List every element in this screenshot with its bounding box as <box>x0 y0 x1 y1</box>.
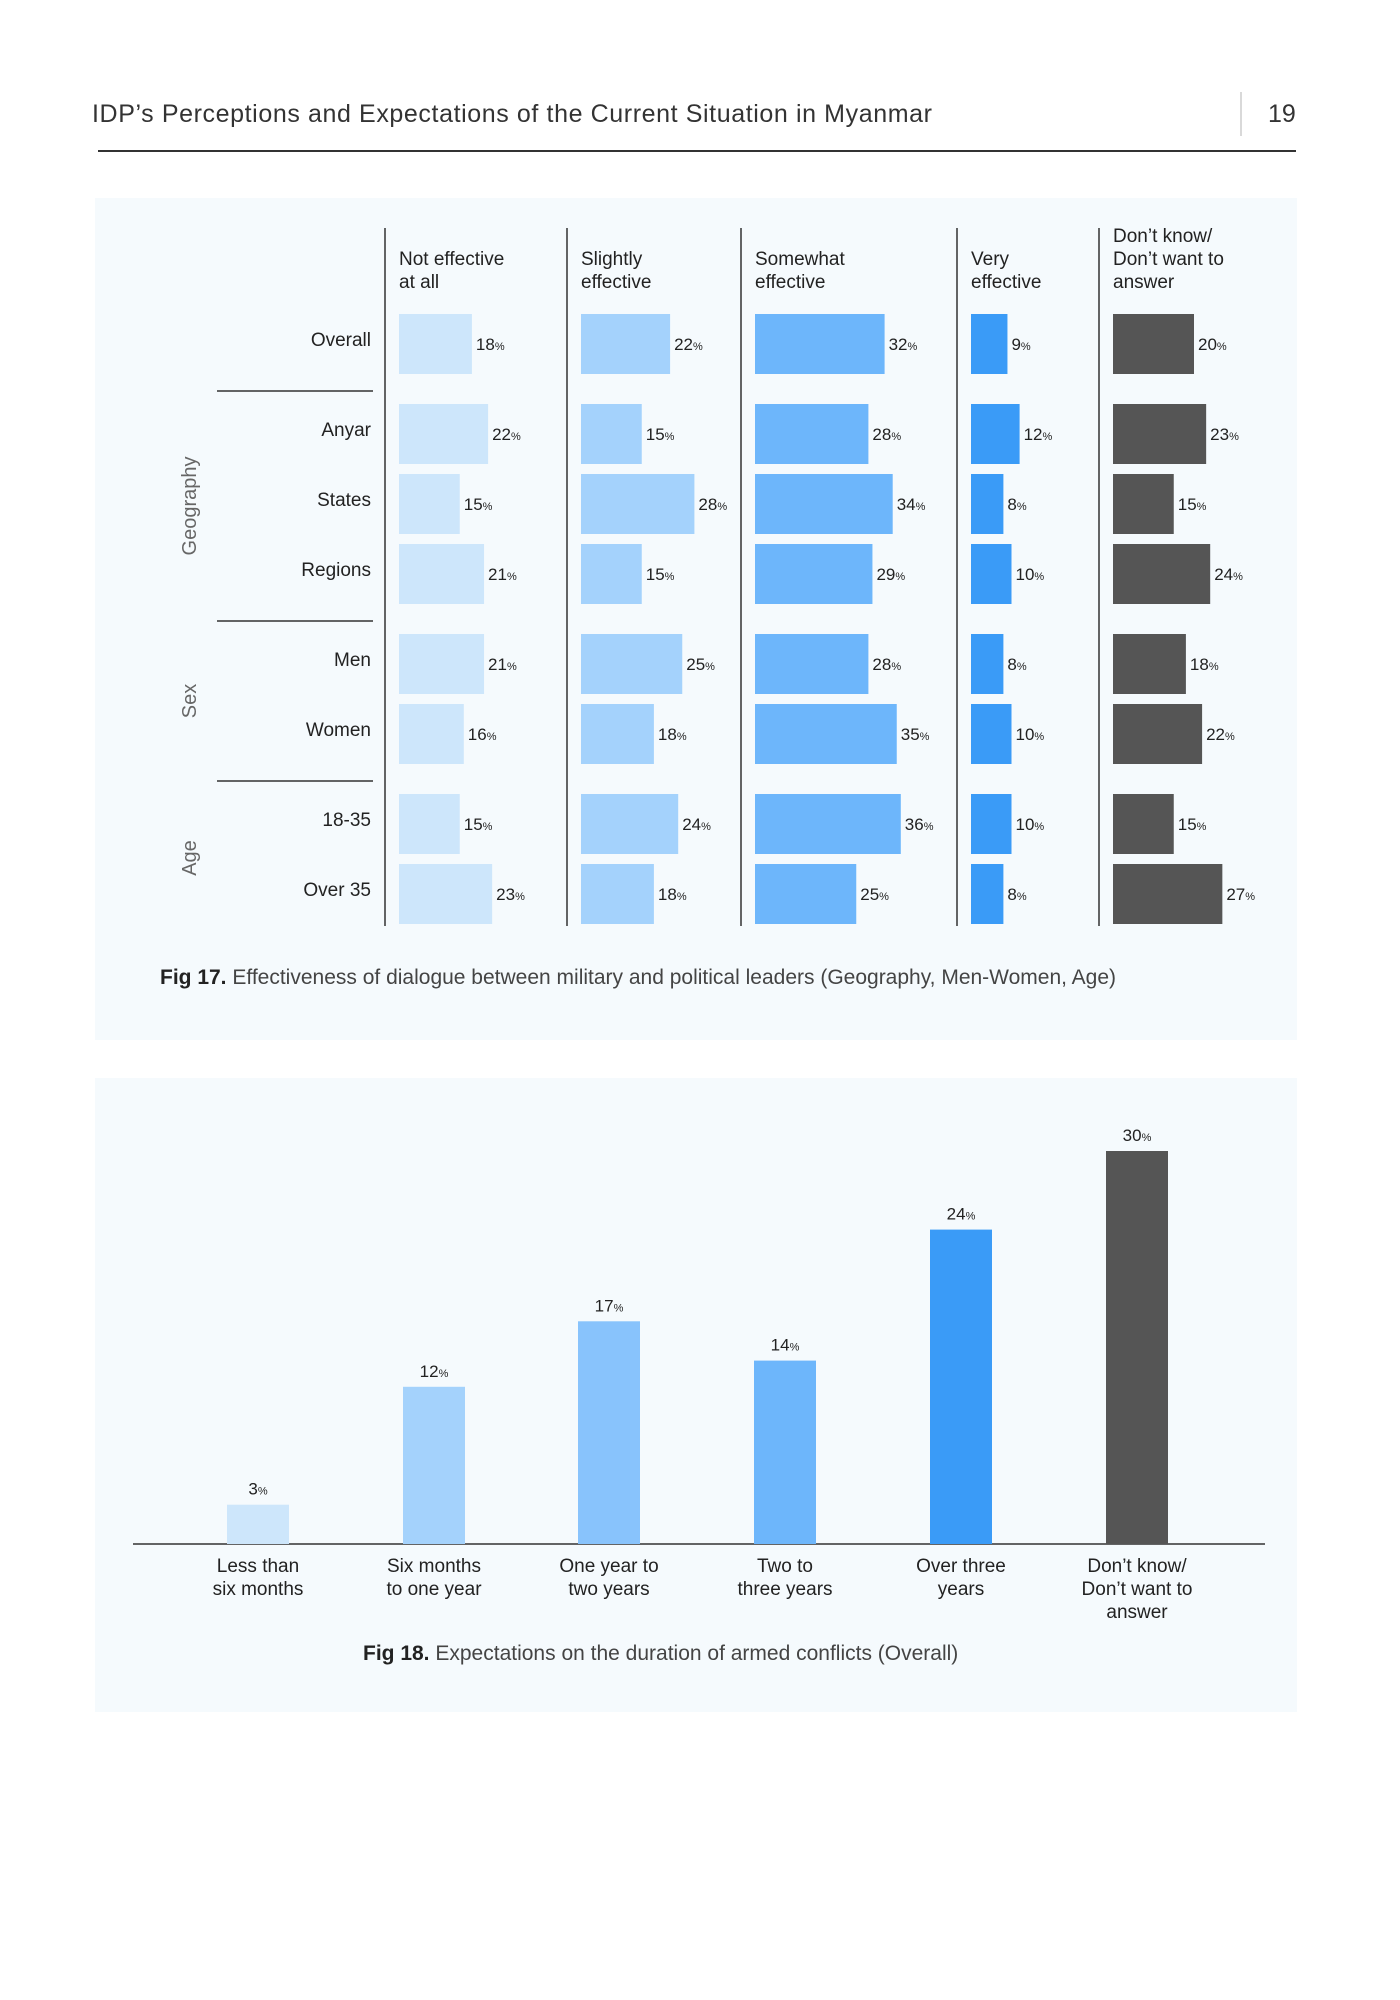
row-label: Over 35 <box>303 880 371 901</box>
value-label: 15% <box>645 565 675 584</box>
value-label: 17% <box>594 1296 624 1316</box>
value-label: 3% <box>248 1479 268 1499</box>
bar <box>399 634 484 694</box>
bar <box>971 474 1003 534</box>
bar <box>755 634 868 694</box>
value-label: 30% <box>1122 1126 1152 1145</box>
column-header: Somewhat <box>755 249 845 270</box>
value-label: 20% <box>1198 335 1227 354</box>
bar <box>1113 704 1202 764</box>
fig18-panel <box>95 1078 1297 1712</box>
fig17-caption-label: Fig 17. <box>160 966 227 989</box>
column-header: at all <box>399 272 440 293</box>
category-label: Over three <box>916 1556 1006 1577</box>
column-header: answer <box>1113 272 1175 293</box>
value-label: 34% <box>896 495 926 514</box>
value-label: 36% <box>904 815 934 834</box>
column-header: Not effective <box>399 249 505 270</box>
bar <box>1113 544 1210 604</box>
value-label: 35% <box>900 725 930 744</box>
value-label: 23% <box>496 885 525 904</box>
category-label: six months <box>212 1579 304 1600</box>
bar <box>399 404 488 464</box>
group-label: Geography <box>179 456 201 556</box>
bar <box>1113 864 1222 924</box>
value-label: 27% <box>1226 885 1256 904</box>
row-label: 18-35 <box>322 810 371 831</box>
column-header: Don’t know/ <box>1113 226 1213 247</box>
value-label: 22% <box>1206 725 1235 744</box>
column-header: effective <box>971 272 1042 293</box>
group-label: Age <box>179 840 201 876</box>
row-label: Men <box>334 650 371 671</box>
value-label: 23% <box>1210 425 1239 444</box>
value-label: 14% <box>770 1335 800 1355</box>
value-label: 18% <box>475 335 505 354</box>
value-label: 10% <box>1015 815 1045 834</box>
bar <box>755 704 897 764</box>
bar <box>755 314 885 374</box>
category-label: to one year <box>386 1579 482 1600</box>
value-label: 10% <box>1015 725 1045 744</box>
row-label: Anyar <box>321 420 371 441</box>
value-label: 9% <box>1011 335 1031 354</box>
value-label: 25% <box>686 655 715 674</box>
value-label: 8% <box>1007 885 1027 904</box>
column-header: Don’t want to <box>1113 249 1224 270</box>
value-label: 28% <box>698 495 728 514</box>
bar <box>755 544 872 604</box>
value-label: 12% <box>419 1361 449 1381</box>
bar <box>755 474 893 534</box>
bar <box>403 1387 465 1544</box>
bar <box>1106 1151 1168 1544</box>
category-label: two years <box>568 1579 650 1600</box>
value-label: 16% <box>467 725 497 744</box>
bar <box>399 864 492 924</box>
value-label: 10% <box>1015 565 1045 584</box>
bar <box>581 404 642 464</box>
fig17-caption-text: Effectiveness of dialogue between military and political leaders (Geography, Men-Women, Age) <box>232 966 1117 989</box>
row-label: Overall <box>310 330 371 351</box>
bar <box>971 314 1007 374</box>
value-label: 8% <box>1007 655 1027 674</box>
bar <box>971 794 1012 854</box>
column-header: effective <box>755 272 826 293</box>
value-label: 15% <box>463 815 493 834</box>
fig17-caption <box>160 966 1116 990</box>
bar <box>1113 634 1186 694</box>
fig18-caption <box>363 1642 958 1666</box>
fig18-caption-text: Expectations on the duration of armed conflicts (Overall) <box>435 1642 959 1665</box>
bar <box>971 544 1012 604</box>
category-label: years <box>937 1579 985 1600</box>
value-label: 15% <box>463 495 493 514</box>
fig17-chart <box>95 198 1297 1040</box>
bar <box>755 864 856 924</box>
bar <box>1113 314 1194 374</box>
bar <box>581 704 654 764</box>
bar <box>581 314 670 374</box>
bar <box>971 404 1020 464</box>
category-label: Two to <box>757 1556 813 1577</box>
bar <box>399 314 472 374</box>
value-label: 12% <box>1023 425 1053 444</box>
category-label: three years <box>737 1579 833 1600</box>
category-label: Don’t want to <box>1081 1579 1193 1600</box>
bar <box>581 544 642 604</box>
column-header: Very <box>971 249 1010 270</box>
fig18-caption-label: Fig 18. <box>363 1642 430 1665</box>
value-label: 8% <box>1007 495 1027 514</box>
value-label: 15% <box>1177 815 1207 834</box>
header-title: IDP’s Perceptions and Expectations of the Current Situation in Myanmar <box>92 100 933 128</box>
value-label: 24% <box>682 815 711 834</box>
row-label: States <box>317 490 371 511</box>
bar <box>971 634 1003 694</box>
bar <box>971 864 1003 924</box>
value-label: 32% <box>888 335 918 354</box>
bar <box>581 794 678 854</box>
fig18-chart <box>95 1078 1297 1712</box>
value-label: 18% <box>657 725 687 744</box>
value-label: 21% <box>488 655 517 674</box>
bar <box>581 864 654 924</box>
page-number: 19 <box>1268 100 1296 128</box>
bar <box>399 704 464 764</box>
value-label: 18% <box>657 885 687 904</box>
row-label: Women <box>305 720 371 741</box>
value-label: 15% <box>645 425 675 444</box>
bar <box>1113 474 1174 534</box>
value-label: 28% <box>872 655 902 674</box>
value-label: 22% <box>492 425 521 444</box>
value-label: 24% <box>946 1204 976 1224</box>
value-label: 18% <box>1189 655 1219 674</box>
bar <box>399 794 460 854</box>
value-label: 21% <box>488 565 517 584</box>
category-label: Six months <box>387 1556 481 1577</box>
value-label: 22% <box>674 335 703 354</box>
fig17-panel <box>95 198 1297 1040</box>
value-label: 15% <box>1177 495 1207 514</box>
bar <box>227 1505 289 1544</box>
header-divider <box>1240 92 1242 136</box>
bar <box>399 544 484 604</box>
value-label: 29% <box>876 565 906 584</box>
value-label: 24% <box>1214 565 1243 584</box>
value-label: 25% <box>860 885 889 904</box>
header-rule <box>98 150 1296 152</box>
bar <box>971 704 1012 764</box>
bar <box>754 1361 816 1544</box>
column-header: Slightly <box>581 249 643 270</box>
category-label: Less than <box>216 1556 300 1577</box>
column-header: effective <box>581 272 652 293</box>
category-label: answer <box>1106 1602 1168 1623</box>
bar <box>755 404 868 464</box>
bar <box>755 794 901 854</box>
category-label: One year to <box>559 1556 659 1577</box>
bar <box>399 474 460 534</box>
group-label: Sex <box>179 683 201 719</box>
row-label: Regions <box>301 560 371 581</box>
bar <box>930 1230 992 1544</box>
category-label: Don’t know/ <box>1087 1556 1187 1577</box>
bar <box>1113 794 1174 854</box>
value-label: 28% <box>872 425 902 444</box>
bar <box>578 1321 640 1544</box>
bar <box>581 474 694 534</box>
bar <box>581 634 682 694</box>
bar <box>1113 404 1206 464</box>
